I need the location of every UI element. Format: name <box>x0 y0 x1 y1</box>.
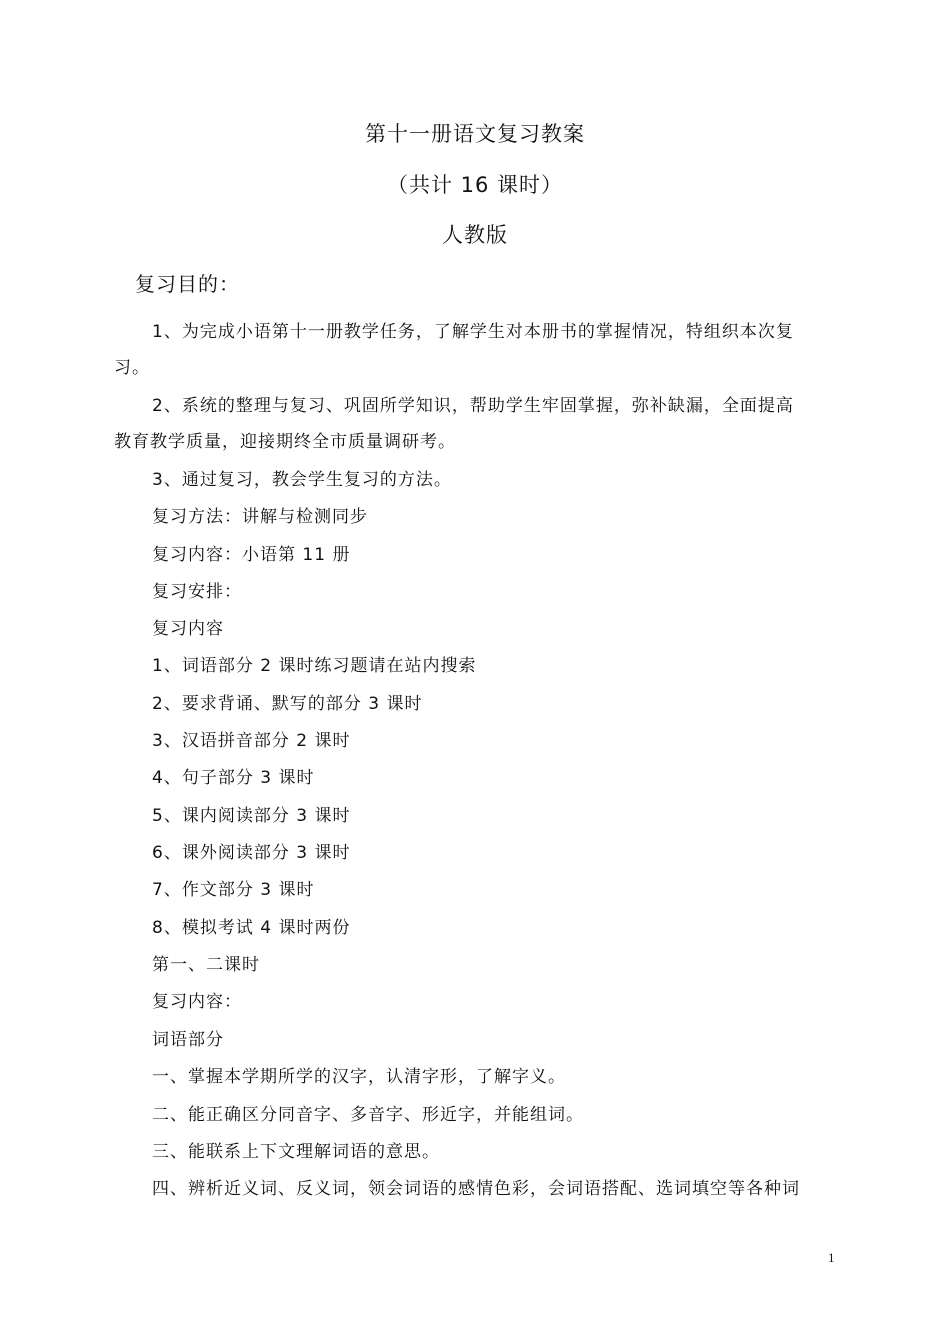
lesson-item: 三、能联系上下文理解词语的意思。 <box>152 1142 440 1162</box>
schedule-item: 2、要求背诵、默写的部分 3 课时 <box>152 694 423 714</box>
schedule-item: 1、词语部分 2 课时练习题请在站内搜索 <box>152 656 477 676</box>
goal-2-line-1: 2、系统的整理与复习、巩固所学知识，帮助学生牢固掌握，弥补缺漏，全面提高 <box>152 396 794 416</box>
section-heading-goals: 复习目的： <box>135 272 240 296</box>
schedule-item: 5、课内阅读部分 3 课时 <box>152 806 351 826</box>
lesson-content-label: 复习内容： <box>152 992 242 1012</box>
schedule-item: 4、句子部分 3 课时 <box>152 768 315 788</box>
page-number: 1 <box>828 1250 835 1265</box>
schedule-item: 3、汉语拼音部分 2 课时 <box>152 731 351 751</box>
lesson-item: 四、辨析近义词、反义词，领会词语的感情色彩，会词语搭配、选词填空等各种词 <box>152 1179 800 1199</box>
document-title: 第十一册语文复习教案 <box>365 122 585 146</box>
lesson-title: 第一、二课时 <box>152 955 260 975</box>
review-method: 复习方法：讲解与检测同步 <box>152 507 368 527</box>
schedule-item: 7、作文部分 3 课时 <box>152 880 315 900</box>
goal-1-line-1: 1、为完成小语第十一册教学任务，了解学生对本册书的掌握情况，特组织本次复 <box>152 322 794 342</box>
schedule-item: 6、课外阅读部分 3 课时 <box>152 843 351 863</box>
review-content-header: 复习内容 <box>152 619 224 639</box>
review-arrangement: 复习安排： <box>152 582 242 602</box>
review-content: 复习内容：小语第 11 册 <box>152 545 351 565</box>
document-edition: 人教版 <box>442 223 508 247</box>
goal-2-line-2: 教育教学质量，迎接期终全市质量调研考。 <box>114 432 456 452</box>
lesson-item: 一、掌握本学期所学的汉字，认清字形，了解字义。 <box>152 1067 566 1087</box>
goal-3: 3、通过复习，教会学生复习的方法。 <box>152 470 452 490</box>
schedule-item: 8、模拟考试 4 课时两份 <box>152 918 351 938</box>
document-subtitle: （共计 16 课时） <box>386 173 564 197</box>
goal-1-line-2: 习。 <box>114 358 150 378</box>
lesson-item: 二、能正确区分同音字、多音字、形近字，并能组词。 <box>152 1105 584 1125</box>
lesson-part: 词语部分 <box>152 1030 224 1050</box>
